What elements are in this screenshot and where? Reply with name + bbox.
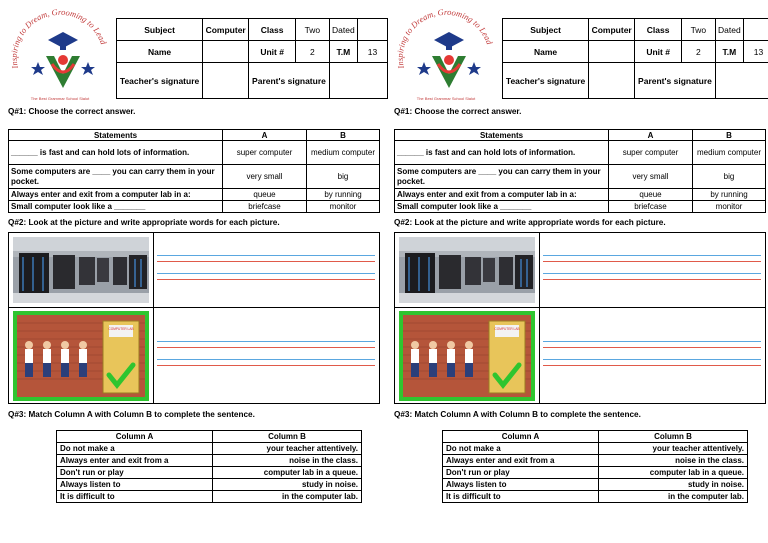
teacher-signature-field[interactable] [589, 63, 635, 99]
answer-line[interactable] [543, 341, 761, 342]
name-value[interactable] [203, 41, 249, 63]
column-b-cell[interactable]: noise in the class. [599, 455, 748, 467]
answer-line[interactable] [543, 365, 761, 366]
picture-answer-box [394, 232, 766, 404]
divider [9, 307, 379, 308]
statement-cell: Some computers are ____ you can carry them in your pocket. [9, 165, 223, 189]
answer-line[interactable] [157, 341, 375, 342]
answer-line[interactable] [543, 261, 761, 262]
svg-text:COMPUTER LAB: COMPUTER LAB [108, 327, 134, 331]
answer-line[interactable] [543, 347, 761, 348]
column-a-cell[interactable]: Always enter and exit from a [443, 455, 599, 467]
column-a-cell[interactable]: Always enter and exit from a [57, 455, 213, 467]
tm-label: T.M [329, 41, 357, 63]
svg-text:The Best Grammar School Sialot: The Best Grammar School Sialot [30, 96, 90, 101]
picture-answer-box [8, 232, 380, 404]
unit-value: 2 [682, 41, 716, 63]
column-a-cell[interactable]: Do not make a [57, 443, 213, 455]
option-b-cell[interactable]: monitor [693, 201, 766, 213]
column-header: Statements [395, 130, 609, 141]
teacher-signature-label: Teacher's signature [503, 63, 589, 99]
column-header: B [693, 130, 766, 141]
q1-title: Q#1: Choose the correct answer. [394, 107, 522, 116]
option-b-cell[interactable]: by running [693, 189, 766, 201]
divider [153, 233, 154, 403]
column-header: A [223, 130, 307, 141]
column-header: Column A [443, 431, 599, 443]
dated-label: Dated [329, 19, 357, 41]
answer-line[interactable] [157, 261, 375, 262]
option-b-cell[interactable]: big [307, 165, 380, 189]
column-a-cell[interactable]: It is difficult to [57, 491, 213, 503]
class-label: Class [635, 19, 682, 41]
option-a-cell[interactable]: queue [223, 189, 307, 201]
column-header: A [609, 130, 693, 141]
column-a-cell[interactable]: Always listen to [57, 479, 213, 491]
statement-cell: Small computer look like a _______ [9, 201, 223, 213]
option-a-cell[interactable]: super computer [609, 141, 693, 165]
match-table [442, 430, 748, 503]
divider [395, 307, 765, 308]
tm-label: T.M [715, 41, 743, 63]
parent-signature-field[interactable] [715, 63, 768, 99]
column-b-cell[interactable]: your teacher attentively. [213, 443, 362, 455]
subject-label: Subject [503, 19, 589, 41]
answer-line[interactable] [157, 365, 375, 366]
option-b-cell[interactable]: monitor [307, 201, 380, 213]
column-a-cell[interactable]: It is difficult to [443, 491, 599, 503]
column-b-cell[interactable]: in the computer lab. [599, 491, 748, 503]
statement-cell: Small computer look like a _______ [395, 201, 609, 213]
q3-title: Q#3: Match Column A with Column B to complete the sentence. [8, 410, 255, 419]
answer-line[interactable] [157, 347, 375, 348]
column-b-cell[interactable]: your teacher attentively. [599, 443, 748, 455]
column-a-cell[interactable]: Do not make a [443, 443, 599, 455]
subject-value: Computer [203, 19, 249, 41]
name-label: Name [503, 41, 589, 63]
q1-title: Q#1: Choose the correct answer. [8, 107, 136, 116]
tm-value: 13 [358, 41, 388, 63]
column-b-cell[interactable]: study in noise. [599, 479, 748, 491]
column-b-cell[interactable]: study in noise. [213, 479, 362, 491]
unit-label: Unit # [249, 41, 296, 63]
parent-signature-label: Parent's signature [249, 63, 329, 99]
teacher-signature-field[interactable] [203, 63, 249, 99]
option-b-cell[interactable]: medium computer [693, 141, 766, 165]
computer-lab-queue-picture [399, 311, 535, 401]
option-b-cell[interactable]: medium computer [307, 141, 380, 165]
q2-title: Q#2: Look at the picture and write appropriate words for each picture. [8, 218, 280, 227]
column-a-cell[interactable]: Don't run or play [443, 467, 599, 479]
dated-value[interactable] [358, 19, 388, 41]
statement-cell: ______ is fast and can hold lots of information. [395, 141, 609, 165]
dated-label: Dated [715, 19, 743, 41]
dated-value[interactable] [744, 19, 768, 41]
statements-table [8, 129, 380, 213]
option-b-cell[interactable]: by running [307, 189, 380, 201]
parent-signature-field[interactable] [329, 63, 387, 99]
teacher-signature-label: Teacher's signature [117, 63, 203, 99]
option-a-cell[interactable]: very small [609, 165, 693, 189]
answer-line[interactable] [157, 273, 375, 274]
worksheet-left [8, 8, 378, 538]
class-label: Class [249, 19, 296, 41]
column-header: Statements [9, 130, 223, 141]
statement-cell: ______ is fast and can hold lots of information. [9, 141, 223, 165]
column-a-cell[interactable]: Don't run or play [57, 467, 213, 479]
option-a-cell[interactable]: briefcase [223, 201, 307, 213]
answer-line[interactable] [157, 255, 375, 256]
answer-line[interactable] [543, 255, 761, 256]
column-b-cell[interactable]: computer lab in a queue. [599, 467, 748, 479]
column-header: Column B [599, 431, 748, 443]
header-table [116, 18, 388, 99]
answer-line[interactable] [157, 359, 375, 360]
column-header: B [307, 130, 380, 141]
subject-value: Computer [589, 19, 635, 41]
supercomputer-picture [399, 237, 535, 303]
statement-cell: Always enter and exit from a computer lab in a: [395, 189, 609, 201]
computer-lab-queue-picture [13, 311, 149, 401]
q2-title: Q#2: Look at the picture and write appropriate words for each picture. [394, 218, 666, 227]
school-logo [8, 8, 112, 104]
column-header: Column B [213, 431, 362, 443]
column-a-cell[interactable]: Always listen to [443, 479, 599, 491]
class-value: Two [296, 19, 330, 41]
name-value[interactable] [589, 41, 635, 63]
column-b-cell[interactable]: computer lab in a queue. [213, 467, 362, 479]
answer-line[interactable] [543, 359, 761, 360]
tm-value: 13 [744, 41, 768, 63]
match-table [56, 430, 362, 503]
svg-text:The Best Grammar School Sialot: The Best Grammar School Sialot [416, 96, 476, 101]
statement-cell: Always enter and exit from a computer lab in a: [9, 189, 223, 201]
statements-table [394, 129, 766, 213]
subject-label: Subject [117, 19, 203, 41]
option-b-cell[interactable]: big [693, 165, 766, 189]
option-a-cell[interactable]: super computer [223, 141, 307, 165]
school-logo [394, 8, 498, 104]
parent-signature-label: Parent's signature [635, 63, 715, 99]
option-a-cell[interactable]: very small [223, 165, 307, 189]
name-label: Name [117, 41, 203, 63]
header-table [502, 18, 768, 99]
supercomputer-picture [13, 237, 149, 303]
svg-text:Inspiring to Dream, Grooming t: Inspiring to Dream, Grooming to Lead [8, 8, 109, 70]
column-b-cell[interactable]: in the computer lab. [213, 491, 362, 503]
option-a-cell[interactable]: briefcase [609, 201, 693, 213]
q3-title: Q#3: Match Column A with Column B to complete the sentence. [394, 410, 641, 419]
svg-text:Inspiring to Dream, Grooming t: Inspiring to Dream, Grooming to Lead [394, 8, 495, 70]
option-a-cell[interactable]: queue [609, 189, 693, 201]
column-b-cell[interactable]: noise in the class. [213, 455, 362, 467]
statement-cell: Some computers are ____ you can carry them in your pocket. [395, 165, 609, 189]
unit-value: 2 [296, 41, 330, 63]
column-header: Column A [57, 431, 213, 443]
unit-label: Unit # [635, 41, 682, 63]
class-value: Two [682, 19, 716, 41]
worksheet-right [394, 8, 764, 538]
answer-line[interactable] [543, 273, 761, 274]
divider [539, 233, 540, 403]
answer-line[interactable] [543, 279, 761, 280]
svg-text:COMPUTER LAB: COMPUTER LAB [494, 327, 520, 331]
answer-line[interactable] [157, 279, 375, 280]
